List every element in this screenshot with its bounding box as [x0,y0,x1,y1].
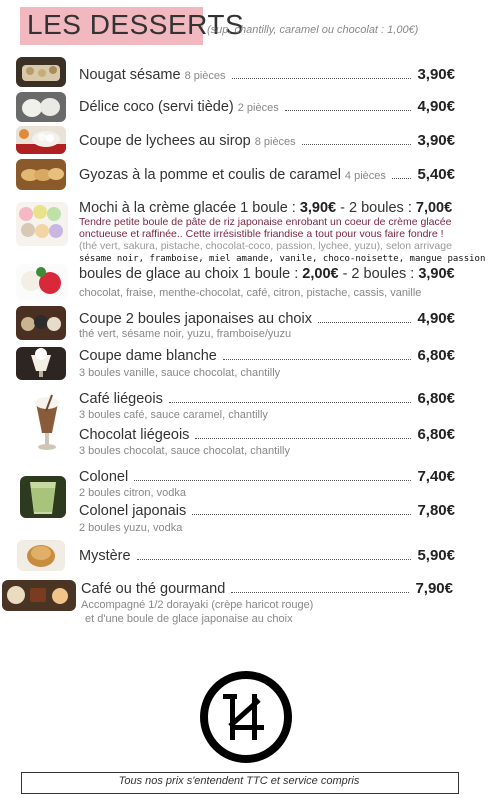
menu-item-colonel [79,468,455,485]
dotted-leader [137,559,412,560]
item-description: 3 boules vanille, sauce chocolat, chantilly [79,367,281,379]
dotted-leader [318,322,411,323]
item-description: chocolat, fraise, menthe-chocolat, café, citron, pistache, cassis, vanille [79,287,422,299]
dotted-leader [302,144,412,145]
page-subtitle: (sup. chantilly, caramel ou chocolat : 1,00€) [207,24,419,36]
item-quantity: 8 pièces [184,70,226,82]
dame-blanche-photo [16,347,66,380]
item-name: Café liégeois [79,391,163,407]
nougat-photo [16,57,66,87]
item-separator: - 2 boules : [342,266,415,282]
item-price: 6,80€ [417,390,455,407]
item-name: boules de glace au choix 1 boule : [79,266,299,282]
item-price: 6,80€ [417,426,455,443]
item-price-one: 3,90€ [299,200,337,216]
menu-item-chocolat-liegeois [79,426,455,443]
item-price-two: 3,90€ [418,266,455,282]
item-name: Délice coco (servi tiède) [79,99,234,115]
menu-item-gyozas [79,166,455,183]
restaurant-logo [199,670,293,764]
delice-coco-photo [16,92,66,122]
item-price: 3,90€ [417,132,455,149]
menu-item-coupe-2-boules [79,310,455,327]
item-name: Coupe de lychees au sirop [79,133,251,149]
liegeois-photo [30,393,64,453]
mochi-description [79,216,461,252]
cafe-gourmand-photo [2,580,76,611]
dotted-leader [134,480,411,481]
item-price: 4,90€ [417,98,455,115]
menu-item-delice-coco [79,98,455,115]
colonel-photo [20,476,66,518]
item-name: Colonel japonais [79,503,187,519]
item-description: 2 boules yuzu, vodka [79,522,183,534]
item-price-two: 7,00€ [415,200,453,216]
mochi-photo [16,202,68,246]
item-name: Colonel [79,469,129,485]
dotted-leader [223,359,412,360]
item-name: Café ou thé gourmand [81,581,226,597]
item-description: 2 boules citron, vodka [79,487,187,499]
item-quantity: 4 pièces [344,170,386,182]
item-price: 3,90€ [417,66,455,83]
item-name: Mochi à la crème glacée 1 boule : [79,200,296,216]
footer-note: Tous nos prix s'entendent TTC et service compris [118,775,360,787]
dotted-leader [232,78,412,79]
coupe-japonaise-photo [16,306,66,340]
item-price: 6,80€ [417,347,455,364]
item-description-line-1: Accompagné 1/2 dorayaki (crèpe haricot rouge) [81,599,314,611]
dotted-leader [285,110,412,111]
item-description: thé vert, sésame noir, yuzu, framboise/yuzu [79,328,292,340]
item-quantity: 2 pièces [237,102,279,114]
menu-item-mystere [79,547,455,564]
item-name: Coupe dame blanche [79,348,217,364]
item-description: 3 boules chocolat, sauce chocolat, chantilly [79,445,290,457]
item-description: 3 boules café, sauce caramel, chantilly [79,409,268,421]
menu-item-mochi [79,200,455,216]
item-name: Chocolat liégeois [79,427,190,443]
item-price-one: 2,00€ [302,266,339,282]
mochi-flavours: (thé vert, sakura, pistache, chocolat-coco, passion, lychee, yuzu), selon arrivage [79,240,452,252]
menu-item-colonel-japonais [79,502,455,519]
lychees-photo [16,126,66,154]
item-price: 7,40€ [417,468,455,485]
mochi-description-text: Tendre petite boule de pâte de riz japonaise enrobant un coeur de crème glacée onctueuse et raffinée.. Cette irrésistible friandise a tout pour vous faire fondre ! [79,216,452,240]
gyozas-photo [16,159,66,190]
mystere-photo [17,540,65,571]
dotted-leader [392,178,412,179]
item-name: Gyozas à la pomme et coulis de caramel [79,167,341,183]
item-name: Mystère [79,548,131,564]
item-description-line-2: et d'une boule de glace japonaise au choix [85,613,293,625]
dotted-leader [192,514,411,515]
mochi-handwritten-flavours: sésame noir, framboise, miel amande, vanile, choco-noisette, mangue passion [79,254,486,264]
dotted-leader [169,402,412,403]
menu-item-nougat [79,66,455,83]
ice-cream-scoops-photo [16,264,68,300]
menu-item-lychees [79,132,455,149]
item-price: 7,80€ [417,502,455,519]
menu-item-cafe-liegeois [79,390,455,407]
menu-item-boules-glace [79,266,455,282]
item-name: Coupe 2 boules japonaises au choix [79,311,312,327]
dotted-leader [231,592,409,593]
item-price: 7,90€ [415,580,453,597]
item-price: 5,90€ [417,547,455,564]
item-price: 5,40€ [417,166,455,183]
menu-item-cafe-gourmand [81,580,453,597]
item-quantity: 8 pièces [254,136,296,148]
item-name: Nougat sésame [79,67,181,83]
item-separator: - 2 boules : [340,200,412,216]
item-price: 4,90€ [417,310,455,327]
menu-item-dame-blanche [79,347,455,364]
page-title: LES DESSERTS [27,9,245,40]
dotted-leader [195,438,411,439]
